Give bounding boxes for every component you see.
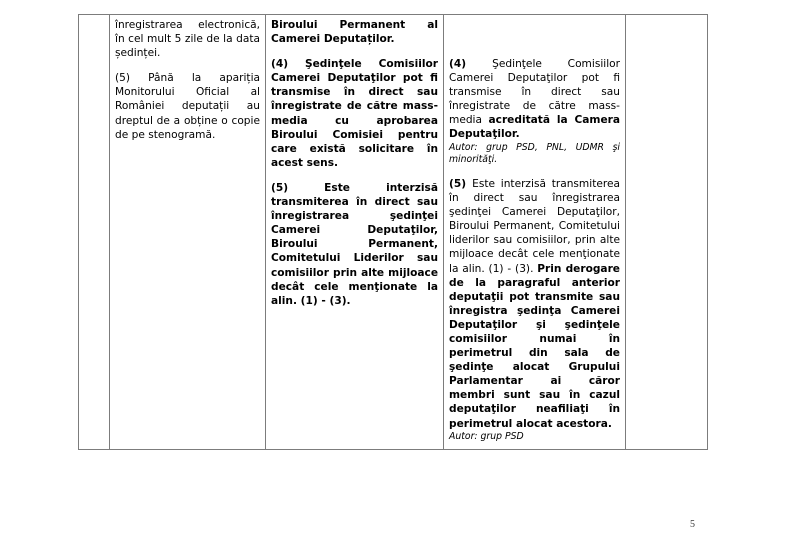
text-run-emphasis: Prin derogare de la paragraful anterior deputaţii pot transmite sau înregistra şedinţa Camerei Deputaţilor şi şedinţele comisiilor numai în perimetrul din sala de şedinţe alocat Grupului Parlamentar ai căror membri sunt sau în cazul deputaţilor neafiliaţi în perimetrul alocat acestora. [449, 262, 620, 430]
paragraph-c2-p1 [271, 18, 438, 46]
paragraph-c1-p2 [115, 71, 260, 141]
paragraph-c1-p1 [115, 18, 260, 60]
paragraph-c3-p1 [449, 57, 620, 142]
paragraph-c3-p2 [449, 177, 620, 431]
author-note-2: Autor: grup PSD [449, 430, 524, 442]
table-row [79, 15, 708, 450]
text-run: (5) Este interzisă transmiterea în direct sau înregistrarea şedinţei Camerei Deputaţilor, Biroului Permanent, Comitetului Liderilor sau comisiilor prin alte mijloace decât cele menţionate la alin. (1) - (3). [271, 181, 438, 307]
text-run: (5) Până la apariția Monitorului Oficial al României deputații au dreptul de a obține o copie de pe stenogramă. [115, 72, 260, 141]
paragraph-c2-p2 [271, 57, 438, 170]
text-run: înregistrarea electronică, în cel mult 5 zile de la data ședinței. [115, 19, 260, 60]
text-run: (4) Şedinţele Comisiilor Camerei Deputaţilor pot fi transmise în direct sau înregistrate de către mass-media cu aprobarea Biroului Comisiei pentru care există solicitare în acest sens. [271, 58, 438, 169]
column-two-content [266, 15, 443, 314]
column-one-content [110, 15, 265, 148]
table-cell-marker [79, 15, 110, 450]
page-number: 5 [690, 519, 695, 530]
table-cell-amendments [444, 15, 626, 450]
text-run-number: (5) [449, 177, 473, 190]
text-run-body: Este interzisă transmiterea în direct sau înregistrarea şedinţei Camerei Deputaţilor, Biroului Permanent, Comitetului liderilor sau comisiilor, prin alte mijloace decât cele menţionate la alin. (1) - (3). [449, 177, 620, 275]
text-run: Biroului Permanent al Camerei Deputaților. [271, 19, 438, 46]
column-three-content [444, 15, 625, 449]
text-run-body: Şedinţele Comisiilor Camerei Deputaţilor pot fi transmise în direct sau înregistrate de către mass-media [449, 58, 621, 127]
amendments-table [78, 14, 708, 450]
table-cell-existing-text [110, 15, 266, 450]
marker-cell-content [79, 15, 109, 24]
text-run-number: (4) [449, 58, 493, 70]
author-note-1: Autor: grup PSD, PNL, UDMR şi minorităţi. [449, 141, 620, 165]
text-run-emphasis: acreditată la Camera Deputaţilor. [449, 114, 620, 141]
table-cell-proposed-text [266, 15, 444, 450]
paragraph-c2-p3 [271, 181, 438, 308]
table-cell-empty [626, 15, 708, 450]
column-four-content [626, 15, 707, 24]
